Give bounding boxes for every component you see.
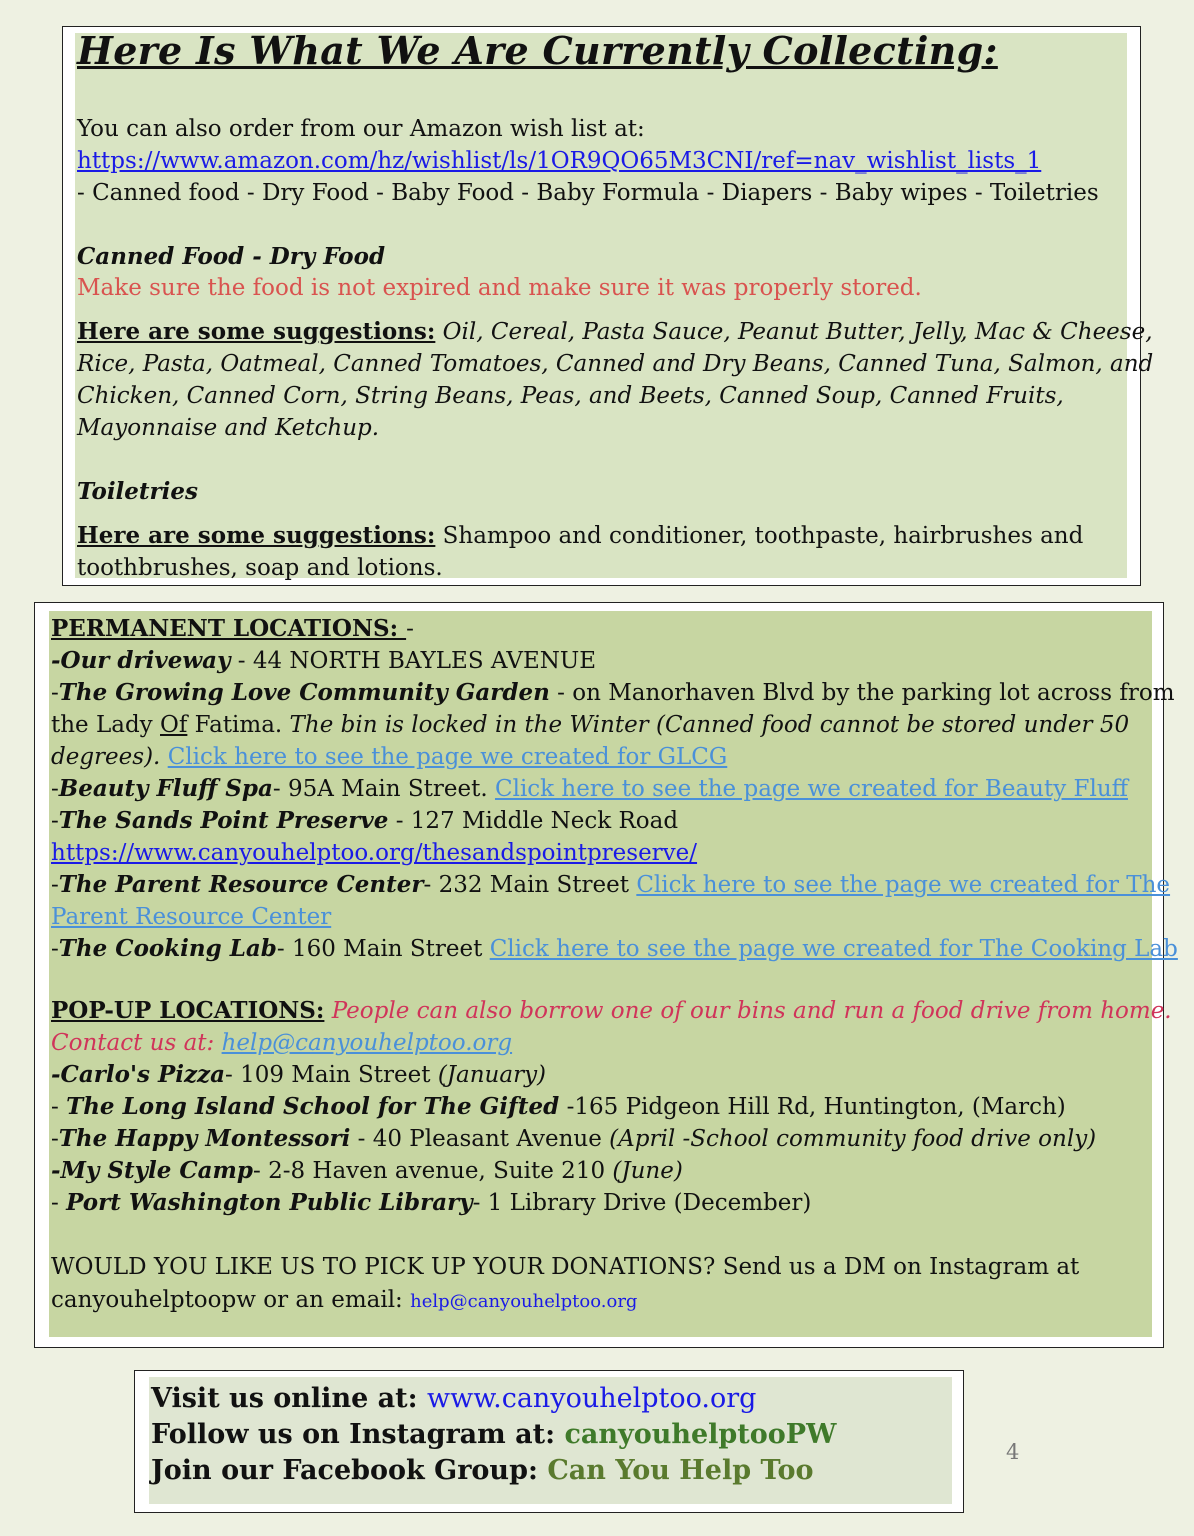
beauty-address: - 95A Main Street. (272, 776, 495, 802)
carlos-when: (January) (437, 1062, 547, 1088)
garden-line2-a: the Lady (51, 712, 160, 738)
parent-address: - 232 Main Street (423, 872, 637, 898)
cooking-dash: - (51, 936, 59, 962)
beauty-dash: - (51, 776, 59, 802)
garden-page-link[interactable]: Click here to see the page we created for GLCG (167, 744, 728, 770)
camp-address: - 2-8 Haven avenue, Suite 210 (252, 1158, 613, 1184)
beauty-page-link[interactable]: Click here to see the page we created for Beauty Fluff (494, 776, 1128, 802)
camp-when: (June) (612, 1158, 683, 1184)
garden-note: The bin is locked in the Winter (Canned food cannot be stored under 50 (289, 712, 1130, 738)
locations-section (34, 602, 1178, 1348)
visit-line (151, 1381, 836, 1417)
contact-footer (134, 1370, 964, 1513)
library-dash: - (51, 1190, 67, 1216)
library-name: Port Washington Public Library (66, 1189, 473, 1216)
instagram-line (151, 1417, 836, 1453)
toiletries-suggestions-label: Here are some suggestions: (77, 522, 436, 549)
facebook-line (151, 1453, 836, 1489)
carlos-name: -Carlo's Pizza (51, 1061, 226, 1088)
parent-page-link-2[interactable]: Parent Resource Center (51, 904, 332, 930)
driveway-address: - 44 NORTH BAYLES AVENUE (230, 648, 597, 674)
page-number: 4 (1006, 1440, 1020, 1464)
location-driveway (51, 645, 596, 677)
toiletries-suggestions-text: Shampoo and conditioner, toothpaste, hairbrushes and (435, 523, 1084, 549)
contact-label: Contact us at: (51, 1030, 222, 1056)
carlos-address: - 109 Main Street (225, 1062, 438, 1088)
sands-dash: - (51, 808, 59, 834)
website-link[interactable]: www.canyouhelptoo.org (427, 1383, 757, 1414)
collecting-title: Here Is What We Are Currently Collecting: (77, 28, 998, 73)
permanent-heading: PERMANENT LOCATIONS: (51, 615, 407, 642)
camp-name: -My Style Camp (51, 1157, 253, 1184)
contact-email-link[interactable]: help@canyouhelptoo.org (221, 1030, 513, 1056)
garden-address: - on Manorhaven Blvd by the parking lot across from (549, 680, 1175, 706)
permanent-heading-dash: - (406, 616, 414, 642)
li-school-name: The Long Island School for The Gifted (66, 1093, 560, 1120)
toiletries-suggestions-line2: toothbrushes, soap and lotions. (77, 555, 443, 581)
montessori-name: The Happy Montessori (58, 1125, 351, 1152)
food-suggestions-line2: Rice, Pasta, Oatmeal, Canned Tomatoes, Canned and Dry Beans, Canned Tuna, Salmon, and (77, 351, 1154, 377)
food-suggestions-text: Oil, Cereal, Pasta Sauce, Peanut Butter, Jelly, Mac & Cheese, (435, 319, 1153, 345)
garden-note-2: degrees). (51, 744, 161, 770)
cooking-name: The Cooking Lab (58, 935, 277, 962)
food-suggestions-label: Here are some suggestions: (77, 318, 436, 345)
food-suggestions-line4: Mayonnaise and Ketchup. (77, 415, 380, 441)
toiletries-heading: Toiletries (77, 478, 198, 505)
food-suggestions-line3: Chicken, Canned Corn, String Beans, Peas, and Beets, Canned Soup, Canned Fruits, (77, 383, 1064, 409)
location-cooking (51, 933, 1178, 965)
parent-name: The Parent Resource Center (58, 871, 424, 898)
collecting-section (62, 26, 1154, 586)
garden-line2-b: Fatima. (187, 712, 290, 738)
amazon-wishlist-link[interactable]: https://www.amazon.com/hz/wishlist/ls/1OR9QO65M3CNI/ref=nav_wishlist_lists_1 (77, 148, 1042, 174)
location-parent (51, 869, 1170, 901)
garden-line2-of: Of (160, 712, 188, 738)
sands-address: - 127 Middle Neck Road (388, 808, 679, 834)
pickup-text: WOULD YOU LIKE US TO PICK UP YOUR DONATIONS? Send us a DM on Instagram at (51, 1254, 1080, 1280)
cooking-address: - 160 Main Street (276, 936, 490, 962)
facebook-link[interactable]: Can You Help Too (547, 1455, 814, 1486)
amazon-intro: You can also order from our Amazon wish list at: (77, 116, 645, 142)
parent-dash: - (51, 872, 59, 898)
sands-page-link[interactable]: https://www.canyouhelptoo.org/thesandspointpreserve/ (51, 840, 698, 866)
location-garden (51, 677, 1175, 709)
popup-borrow-note: People can also borrow one of our bins and run a food drive from home. (324, 998, 1172, 1024)
popup-li-school (51, 1091, 1066, 1123)
popup-library (51, 1187, 811, 1219)
location-sands (51, 805, 678, 837)
food-heading: Canned Food - Dry Food (77, 243, 386, 270)
popup-camp (51, 1155, 683, 1187)
location-beauty (51, 773, 1128, 805)
popup-heading: POP-UP LOCATIONS: (51, 997, 325, 1024)
popup-montessori (51, 1123, 1096, 1155)
garden-dash: - (51, 680, 59, 706)
driveway-name: -Our driveway (51, 647, 231, 674)
instagram-label: Follow us on Instagram at: (151, 1419, 565, 1450)
sands-name: The Sands Point Preserve (58, 807, 389, 834)
instagram-link[interactable]: canyouhelptooPW (564, 1419, 837, 1450)
pickup-text-2: canyouhelptoopw or an email: (51, 1287, 411, 1313)
categories-list: - Canned food - Dry Food - Baby Food - Baby Formula - Diapers - Baby wipes - Toiletries (77, 180, 1099, 206)
montessori-when: (April -School community food drive only) (609, 1126, 1097, 1152)
happy-dash: - (51, 1126, 59, 1152)
garden-name: The Growing Love Community Garden (58, 679, 550, 706)
parent-page-link[interactable]: Click here to see the page we created for The (636, 872, 1171, 898)
li-school-address: -165 Pidgeon Hill Rd, Huntington, (March) (559, 1094, 1066, 1120)
facebook-label: Join our Facebook Group: (151, 1455, 548, 1486)
popup-carlos (51, 1059, 546, 1091)
montessori-address: - 40 Pleasant Avenue (350, 1126, 610, 1152)
library-address: - 1 Library Drive (December) (472, 1190, 812, 1216)
beauty-name: Beauty Fluff Spa (58, 775, 273, 802)
li-dash: - (51, 1094, 67, 1120)
pickup-email-link[interactable]: help@canyouhelptoo.org (410, 1291, 638, 1312)
food-warning: Make sure the food is not expired and make sure it was properly stored. (77, 275, 922, 301)
cooking-page-link[interactable]: Click here to see the page we created for The Cooking Lab (489, 936, 1178, 962)
visit-label: Visit us online at: (151, 1383, 427, 1414)
